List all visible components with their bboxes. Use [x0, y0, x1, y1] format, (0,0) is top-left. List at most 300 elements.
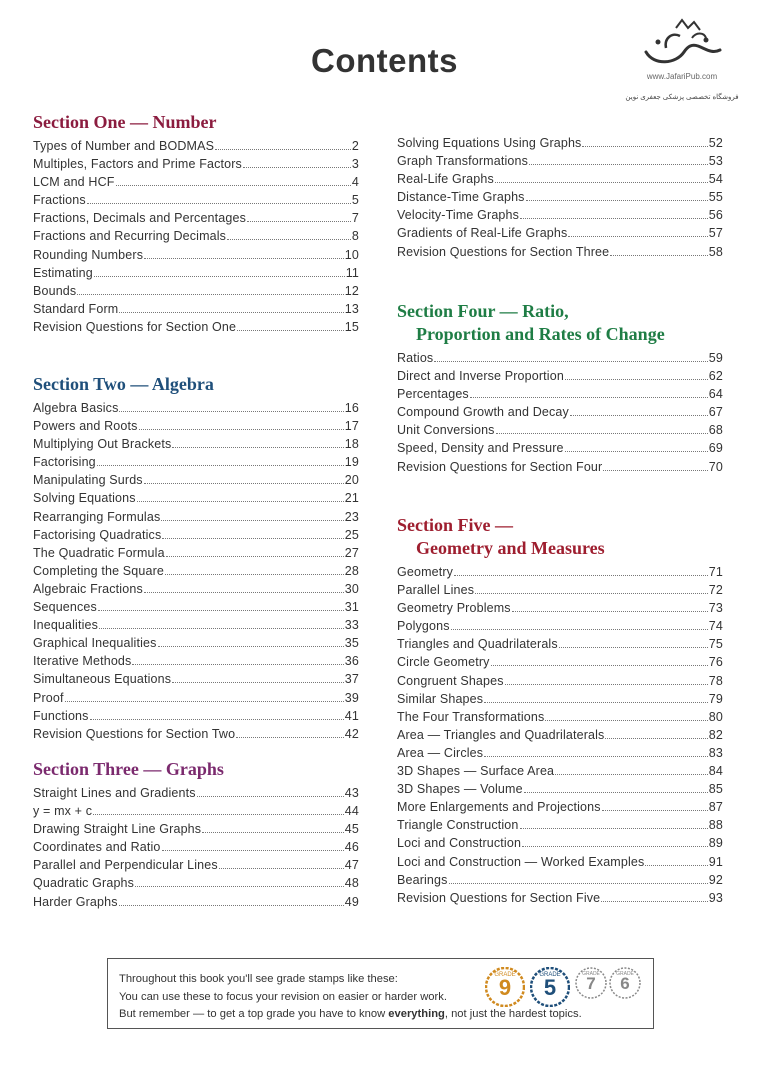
- dot-leader: [610, 255, 708, 256]
- entry-topic: Revision Questions for Section Five: [397, 890, 601, 905]
- contents-entry: [33, 840, 359, 858]
- entry-page-number: 13: [344, 301, 359, 316]
- dot-leader: [434, 361, 707, 362]
- contents-entry: [397, 460, 723, 478]
- entry-page-number: 48: [344, 876, 359, 891]
- entry-topic: Ratios: [397, 351, 434, 365]
- dot-leader: [545, 720, 707, 721]
- entry-page-number: 62: [708, 369, 723, 384]
- section-two-block: [33, 373, 359, 745]
- entry-topic: Parallel Lines: [397, 583, 475, 598]
- dot-leader: [166, 556, 344, 557]
- contents-entry: [33, 654, 359, 672]
- contents-entry: [397, 710, 723, 728]
- contents-entry: [397, 746, 723, 764]
- contents-entry: [33, 564, 359, 582]
- entry-page-number: 33: [344, 618, 359, 633]
- dot-leader: [87, 203, 351, 204]
- section-one-entries: [33, 139, 359, 338]
- dot-leader: [484, 702, 708, 703]
- entry-topic: Inequalities: [33, 618, 99, 633]
- contents-entry: [33, 822, 359, 840]
- grade-9-stamp-icon: [485, 967, 525, 1012]
- entry-page-number: 30: [344, 581, 359, 596]
- entry-page-number: 49: [344, 894, 359, 909]
- entry-page-number: 53: [708, 154, 723, 169]
- dot-leader: [165, 574, 344, 575]
- page-title: Contents: [311, 42, 458, 79]
- dot-leader: [505, 684, 708, 685]
- entry-page-number: 35: [344, 636, 359, 651]
- dot-leader: [116, 185, 351, 186]
- entry-topic: Loci and Construction — Worked Examples: [397, 854, 645, 869]
- contents-entry: [33, 582, 359, 600]
- entry-topic: The Four Transformations: [397, 709, 545, 724]
- entry-topic: Harder Graphs: [33, 894, 118, 909]
- entry-page-number: 55: [708, 190, 723, 205]
- contents-entry: [33, 157, 359, 175]
- entry-topic: Direct and Inverse Proportion: [397, 369, 564, 384]
- entry-page-number: 89: [708, 836, 723, 851]
- dot-leader: [484, 756, 708, 757]
- section-one-block: [33, 111, 359, 338]
- dot-leader: [202, 832, 344, 833]
- entry-page-number: 2: [351, 139, 359, 153]
- entry-topic: Fractions and Recurring Decimals: [33, 229, 227, 244]
- contents-entry: [397, 351, 723, 369]
- entry-topic: Graphical Inequalities: [33, 636, 157, 651]
- entry-page-number: 5: [351, 193, 359, 208]
- dot-leader: [236, 737, 344, 738]
- section-four-block: [397, 300, 723, 478]
- dot-leader: [99, 628, 344, 629]
- contents-entry: [397, 637, 723, 655]
- entry-page-number: 43: [344, 786, 359, 800]
- contents-entry: [33, 804, 359, 822]
- contents-entry: [33, 455, 359, 473]
- entry-topic: More Enlargements and Projections: [397, 800, 601, 815]
- dot-leader: [161, 520, 343, 521]
- dot-leader: [603, 470, 707, 471]
- entry-page-number: 87: [708, 800, 723, 815]
- stamp-grade-label: GRADE: [539, 972, 561, 978]
- entry-topic: Algebraic Fractions: [33, 581, 143, 596]
- dot-leader: [144, 258, 344, 259]
- jafari-logo-icon: [636, 14, 728, 72]
- entry-topic: Rearranging Formulas: [33, 509, 161, 524]
- dot-leader: [139, 429, 344, 430]
- entry-page-number: 42: [344, 726, 359, 741]
- contents-entry: [33, 229, 359, 247]
- entry-topic: Multiples, Factors and Prime Factors: [33, 157, 242, 172]
- dot-leader: [496, 433, 708, 434]
- dot-leader: [645, 865, 707, 866]
- entry-topic: Fractions, Decimals and Percentages: [33, 211, 246, 226]
- section-three-heading: Section Three — Graphs: [33, 759, 224, 779]
- entry-page-number: 21: [344, 491, 359, 506]
- entry-topic: Completing the Square: [33, 563, 165, 578]
- dot-leader: [449, 883, 708, 884]
- contents-entry: [33, 302, 359, 320]
- entry-topic: The Quadratic Formula: [33, 545, 165, 560]
- contents-entry: [397, 800, 723, 818]
- entry-topic: Fractions: [33, 193, 86, 208]
- entry-topic: Functions: [33, 708, 89, 723]
- entry-topic: Revision Questions for Section Three: [397, 244, 610, 259]
- entry-page-number: 31: [344, 600, 359, 615]
- entry-page-number: 44: [344, 804, 359, 819]
- contents-entry: [33, 672, 359, 690]
- section-three-continued-block: [397, 136, 723, 263]
- entry-topic: Sequences: [33, 600, 97, 615]
- entry-topic: Speed, Density and Pressure: [397, 441, 564, 456]
- grade-7-stamp-icon: [575, 967, 607, 1004]
- dot-leader: [90, 719, 344, 720]
- entry-page-number: 92: [708, 872, 723, 887]
- contents-entry: [397, 601, 723, 619]
- contents-entry: [397, 583, 723, 601]
- stamp-grade-number: 5: [543, 975, 557, 1000]
- dot-leader: [77, 294, 343, 295]
- grade-stamps-note: [107, 958, 654, 1029]
- contents-entry: [33, 727, 359, 745]
- contents-entry: [397, 873, 723, 891]
- entry-page-number: 4: [351, 175, 359, 190]
- contents-entry: [33, 193, 359, 211]
- entry-topic: Standard Form: [33, 301, 119, 316]
- contents-entry: [33, 709, 359, 727]
- entry-page-number: 20: [344, 473, 359, 488]
- grade-6-stamp-icon: [609, 967, 641, 1004]
- contents-entry: [33, 211, 359, 229]
- stamp-grade-number: 7: [586, 974, 596, 993]
- dot-leader: [172, 682, 344, 683]
- entry-page-number: 28: [344, 563, 359, 578]
- entry-topic: Coordinates and Ratio: [33, 840, 161, 855]
- note-emphasis: everything: [388, 1008, 445, 1020]
- entry-page-number: 17: [344, 419, 359, 434]
- contents-entry: [33, 248, 359, 266]
- contents-entry: [33, 528, 359, 546]
- dot-leader: [119, 905, 344, 906]
- entry-topic: Algebra Basics: [33, 401, 119, 415]
- contents-entry: [33, 491, 359, 509]
- stamp-grade-label: GRADE: [616, 971, 634, 977]
- contents-entry: [397, 836, 723, 854]
- entry-topic: Revision Questions for Section Four: [397, 459, 603, 474]
- contents-entry: [397, 891, 723, 909]
- contents-entry: [33, 139, 359, 157]
- contents-entry: [397, 405, 723, 423]
- entry-page-number: 93: [708, 890, 723, 905]
- contents-entry: [33, 858, 359, 876]
- entry-topic: Powers and Roots: [33, 419, 138, 434]
- entry-page-number: 82: [708, 727, 723, 742]
- entry-topic: 3D Shapes — Surface Area: [397, 764, 555, 779]
- contents-entry: [397, 208, 723, 226]
- contents-entry: [33, 401, 359, 419]
- note-line-3-start: But remember — to get a top grade you have to know: [119, 1008, 389, 1020]
- dot-leader: [451, 629, 708, 630]
- contents-entry: [33, 284, 359, 302]
- dot-leader: [559, 647, 708, 648]
- stamp-grade-number: 9: [498, 975, 512, 1000]
- dot-leader: [237, 330, 344, 331]
- contents-entry: [397, 818, 723, 836]
- entry-topic: Geometry: [397, 565, 454, 579]
- dot-leader: [227, 239, 351, 240]
- contents-entry: [33, 876, 359, 894]
- entry-topic: Percentages: [397, 387, 469, 402]
- contents-entry: [33, 473, 359, 491]
- contents-entry: [33, 895, 359, 913]
- entry-page-number: 12: [344, 283, 359, 298]
- entry-topic: Area — Circles: [397, 745, 484, 760]
- entry-page-number: 69: [708, 441, 723, 456]
- entry-page-number: 52: [708, 136, 723, 150]
- dot-leader: [219, 868, 344, 869]
- contents-entry: [397, 728, 723, 746]
- dot-leader: [512, 611, 708, 612]
- section-five-entries: [397, 565, 723, 909]
- entry-topic: Solving Equations: [33, 491, 136, 506]
- entry-topic: Types of Number and BODMAS: [33, 139, 215, 153]
- entry-page-number: 70: [708, 459, 723, 474]
- entry-topic: Revision Questions for Section Two: [33, 726, 236, 741]
- entry-page-number: 11: [345, 265, 359, 280]
- dot-leader: [137, 501, 344, 502]
- contents-entry: [397, 369, 723, 387]
- contents-entry: [33, 691, 359, 709]
- contents-entry: [397, 674, 723, 692]
- section-three-entries: [33, 786, 359, 913]
- entry-page-number: 3: [351, 157, 359, 172]
- entry-page-number: 73: [708, 601, 723, 616]
- contents-entry: [397, 245, 723, 263]
- entry-page-number: 7: [351, 211, 359, 226]
- dot-leader: [454, 575, 708, 576]
- dot-leader: [144, 483, 344, 484]
- dot-leader: [495, 182, 708, 183]
- dot-leader: [555, 774, 708, 775]
- dot-leader: [605, 738, 707, 739]
- contents-entry: [397, 172, 723, 190]
- entry-topic: Congruent Shapes: [397, 673, 504, 688]
- entry-topic: Graph Transformations: [397, 154, 528, 169]
- publisher-url: www.JafariPub.com: [646, 72, 718, 81]
- contents-entry: [397, 136, 723, 154]
- contents-entry: [33, 437, 359, 455]
- section-five-heading-line2: Geometry and Measures: [416, 538, 605, 558]
- entry-page-number: 18: [344, 437, 359, 452]
- entry-topic: Iterative Methods: [33, 654, 132, 669]
- entry-topic: Multiplying Out Brackets: [33, 437, 172, 452]
- contents-entry: [33, 600, 359, 618]
- contents-entry: [397, 619, 723, 637]
- dot-leader: [162, 850, 344, 851]
- entry-page-number: 74: [708, 619, 723, 634]
- entry-page-number: 91: [708, 854, 723, 869]
- entry-topic: Estimating: [33, 265, 93, 280]
- dot-leader: [475, 593, 708, 594]
- entry-page-number: 85: [708, 782, 723, 797]
- publisher-logo: [612, 14, 752, 101]
- entry-topic: Revision Questions for Section One: [33, 319, 237, 334]
- stamp-grade-label: GRADE: [582, 971, 600, 977]
- dot-leader: [93, 814, 344, 815]
- entry-page-number: 84: [708, 764, 723, 779]
- contents-entry: [397, 764, 723, 782]
- entry-topic: Loci and Construction: [397, 836, 522, 851]
- entry-page-number: 39: [344, 690, 359, 705]
- entry-topic: Drawing Straight Line Graphs: [33, 822, 202, 837]
- entry-topic: Bearings: [397, 872, 448, 887]
- dot-leader: [215, 149, 351, 150]
- entry-topic: Geometry Problems: [397, 601, 511, 616]
- dot-leader: [526, 200, 708, 201]
- dot-leader: [97, 465, 344, 466]
- section-four-heading-line2: Proportion and Rates of Change: [416, 324, 665, 344]
- stamp-grade-number: 6: [620, 974, 630, 993]
- entry-topic: Velocity-Time Graphs: [397, 208, 520, 223]
- entry-topic: Gradients of Real-Life Graphs: [397, 226, 568, 241]
- entry-page-number: 88: [708, 818, 723, 833]
- section-four-heading-line1: Section Four — Ratio,: [397, 301, 569, 321]
- entry-page-number: 83: [708, 745, 723, 760]
- entry-topic: Polygons: [397, 619, 450, 634]
- section-three-block: [33, 758, 359, 913]
- dot-leader: [470, 397, 708, 398]
- dot-leader: [582, 146, 707, 147]
- entry-topic: Factorising: [33, 455, 96, 470]
- entry-page-number: 16: [344, 401, 359, 415]
- entry-page-number: 41: [344, 708, 359, 723]
- section-two-heading: Section Two — Algebra: [33, 374, 214, 394]
- entry-topic: Compound Growth and Decay: [397, 405, 569, 420]
- entry-page-number: 75: [708, 637, 723, 652]
- entry-topic: y = mx + c: [33, 804, 93, 819]
- note-line-2: You can use these to focus your revision on easier or harder work.: [119, 990, 447, 1003]
- entry-page-number: 15: [344, 319, 359, 334]
- entry-topic: Unit Conversions: [397, 423, 495, 438]
- contents-entry: [397, 565, 723, 583]
- contents-entry: [33, 320, 359, 338]
- entry-topic: Circle Geometry: [397, 655, 490, 670]
- dot-leader: [520, 218, 708, 219]
- contents-entry: [397, 782, 723, 800]
- contents-entry: [33, 786, 359, 804]
- dot-leader: [119, 411, 343, 412]
- entry-topic: Triangle Construction: [397, 818, 519, 833]
- entry-topic: Parallel and Perpendicular Lines: [33, 858, 218, 873]
- contents-entry: [33, 546, 359, 564]
- entry-page-number: 8: [351, 229, 359, 244]
- dot-leader: [601, 901, 708, 902]
- dot-leader: [197, 796, 344, 797]
- contents-entry: [33, 175, 359, 193]
- entry-page-number: 79: [708, 691, 723, 706]
- contents-entry: [33, 636, 359, 654]
- entry-page-number: 46: [344, 840, 359, 855]
- entry-page-number: 76: [708, 655, 723, 670]
- entry-topic: Area — Triangles and Quadrilaterals: [397, 727, 605, 742]
- dot-leader: [243, 167, 351, 168]
- contents-entry: [397, 387, 723, 405]
- contents-entry: [397, 692, 723, 710]
- entry-page-number: 37: [344, 672, 359, 687]
- dot-leader: [520, 828, 708, 829]
- contents-entry: [33, 419, 359, 437]
- entry-page-number: 10: [344, 247, 359, 262]
- contents-entry: [397, 855, 723, 873]
- dot-leader: [602, 810, 708, 811]
- entry-page-number: 71: [708, 565, 723, 579]
- stamp-grade-label: GRADE: [494, 972, 516, 978]
- entry-page-number: 45: [344, 822, 359, 837]
- contents-entry: [397, 423, 723, 441]
- section-five-heading: [397, 514, 723, 560]
- dot-leader: [529, 164, 708, 165]
- entry-page-number: 68: [708, 423, 723, 438]
- entry-topic: Solving Equations Using Graphs: [397, 136, 582, 150]
- entry-topic: Rounding Numbers: [33, 247, 144, 262]
- dot-leader: [135, 886, 344, 887]
- contents-entry: [397, 441, 723, 459]
- dot-leader: [565, 379, 708, 380]
- entry-topic: Bounds: [33, 283, 77, 298]
- entry-page-number: 72: [708, 583, 723, 598]
- dot-leader: [132, 664, 343, 665]
- entry-page-number: 23: [344, 509, 359, 524]
- note-line-1: Throughout this book you'll see grade stamps like these:: [119, 973, 398, 985]
- dot-leader: [565, 451, 708, 452]
- dot-leader: [491, 665, 708, 666]
- contents-entry: [33, 510, 359, 528]
- dot-leader: [98, 610, 344, 611]
- entry-page-number: 25: [344, 527, 359, 542]
- dot-leader: [522, 846, 708, 847]
- contents-entry: [33, 266, 359, 284]
- entry-page-number: 59: [708, 351, 723, 365]
- section-five-block: [397, 514, 723, 909]
- section-five-heading-line1: Section Five —: [397, 515, 513, 535]
- contents-entry: [397, 190, 723, 208]
- entry-topic: Factorising Quadratics: [33, 527, 162, 542]
- entry-topic: Quadratic Graphs: [33, 876, 135, 891]
- entry-topic: Straight Lines and Gradients: [33, 786, 196, 800]
- entry-topic: Distance-Time Graphs: [397, 190, 525, 205]
- section-two-entries: [33, 401, 359, 745]
- dot-leader: [65, 701, 344, 702]
- dot-leader: [524, 792, 708, 793]
- entry-page-number: 27: [344, 545, 359, 560]
- entry-page-number: 19: [344, 455, 359, 470]
- contents-entry: [397, 655, 723, 673]
- entry-page-number: 78: [708, 673, 723, 688]
- entry-page-number: 67: [708, 405, 723, 420]
- section-three-continued-entries: [397, 136, 723, 263]
- dot-leader: [247, 221, 351, 222]
- dot-leader: [144, 592, 344, 593]
- section-four-entries: [397, 351, 723, 478]
- contents-entry: [397, 226, 723, 244]
- entry-topic: 3D Shapes — Volume: [397, 782, 523, 797]
- dot-leader: [158, 646, 344, 647]
- entry-topic: Simultaneous Equations: [33, 672, 172, 687]
- entry-topic: Similar Shapes: [397, 691, 484, 706]
- entry-topic: Triangles and Quadrilaterals: [397, 637, 558, 652]
- note-line-3-end: , not just the hardest topics.: [444, 1008, 582, 1020]
